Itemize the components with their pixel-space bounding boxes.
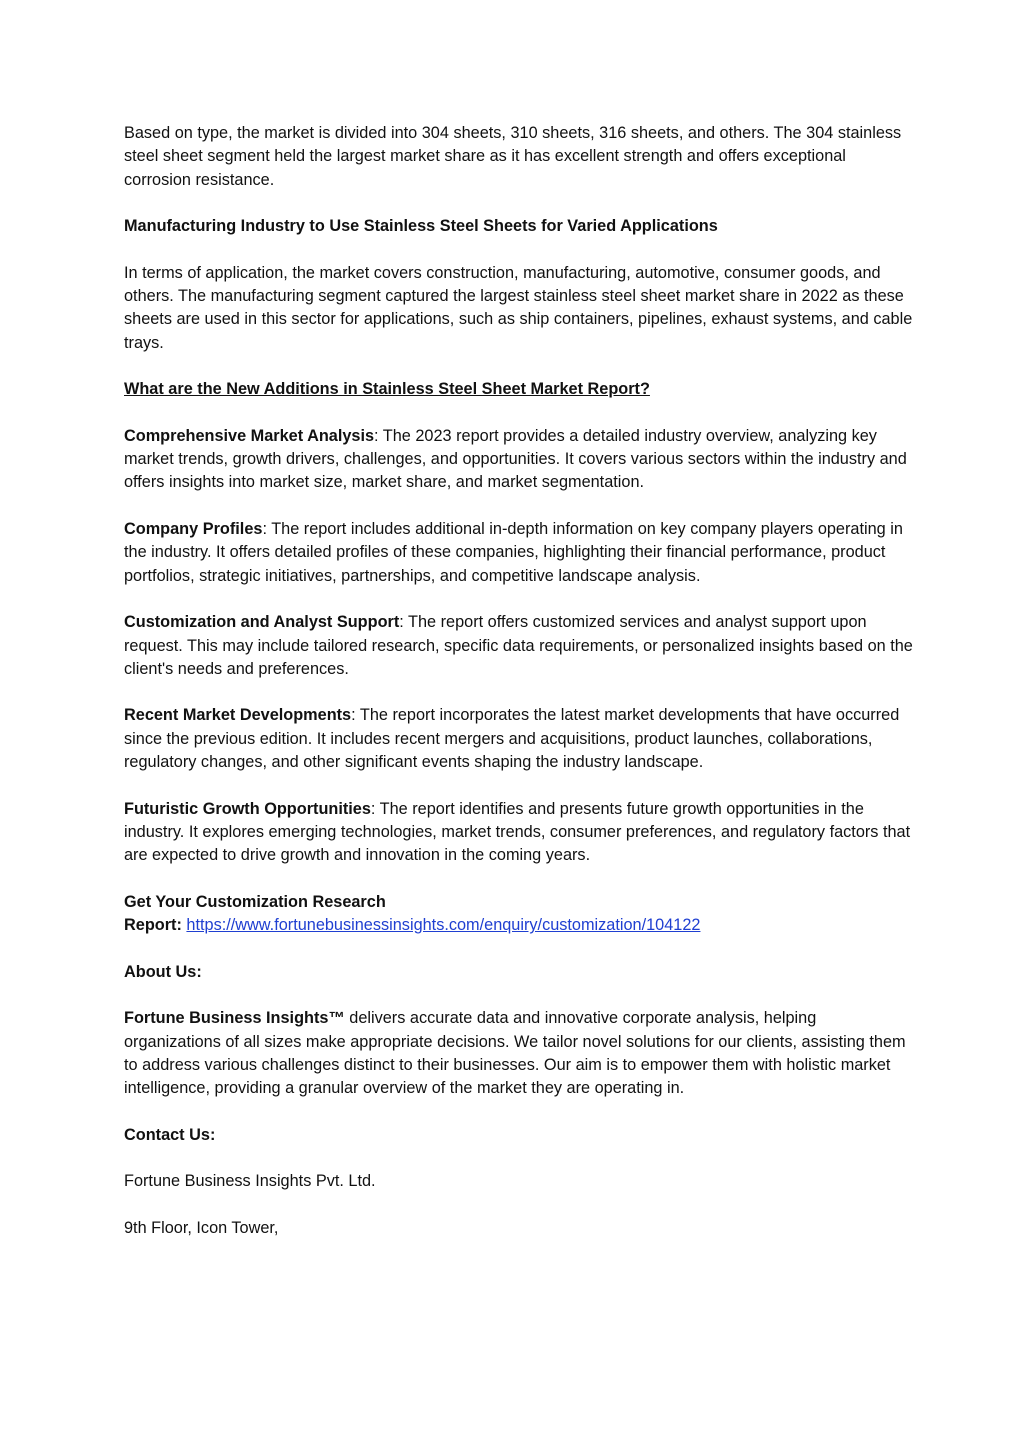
contact-address-line1: 9th Floor, Icon Tower, xyxy=(124,1218,279,1237)
addition-customization-support xyxy=(124,611,914,681)
intro-paragraph: Based on type, the market is divided into 304 sheets, 310 sheets, 316 sheets, and others. The 304 stainless steel sheet segment held the largest market share as it has excellent strength and offers exceptional corrosion resistance. xyxy=(124,124,902,189)
about-heading: About Us: xyxy=(124,962,202,981)
about-text: delivers accurate data and innovative corporate analysis, helping organizations of all sizes make appropriate decisions. We tailor novel solutions for our clients, assisting them to address various challenges distinct to their businesses. Our aim is to empower them with holistic market intelligence, providing a granular overview of the market they are operating in. xyxy=(124,1009,906,1098)
customization-heading: Get Your Customization Research xyxy=(124,892,386,911)
addition-recent-developments xyxy=(124,704,914,774)
brand-name: Fortune Business Insights™ xyxy=(124,1009,345,1028)
heading-new-additions: What are the New Additions in Stainless Steel Sheet Market Report? xyxy=(124,380,650,399)
addition-text: : The 2023 report provides a detailed industry overview, analyzing key market trends, growth drivers, challenges, and opportunities. It covers various sectors within the industry and offers insights into market size, market share, and market segmentation. xyxy=(124,426,907,492)
heading-manufacturing: Manufacturing Industry to Use Stainless Steel Sheets for Varied Applications xyxy=(124,217,718,236)
customization-block xyxy=(124,891,914,938)
addition-title: Comprehensive Market Analysis xyxy=(124,426,375,445)
addition-text: : The report offers customized services and analyst support upon request. This may include tailored research, specific data requirements, or personalized insights based on the client's needs and preferences. xyxy=(124,613,913,678)
addition-text: : The report identifies and presents future growth opportunities in the industry. It explores emerging technologies, market trends, consumer preferences, and regulatory factors that are expected to drive growth and innovation in the coming years. xyxy=(124,799,911,865)
about-paragraph xyxy=(124,1007,914,1100)
addition-title: Customization and Analyst Support xyxy=(124,613,400,632)
addition-title: Futuristic Growth Opportunities xyxy=(124,799,371,818)
addition-title: Recent Market Developments xyxy=(124,706,352,725)
contact-heading: Contact Us: xyxy=(124,1125,216,1144)
addition-company-profiles xyxy=(124,518,914,588)
addition-comprehensive-analysis xyxy=(124,425,914,495)
addition-growth-opportunities xyxy=(124,798,914,868)
application-paragraph: In terms of application, the market covers construction, manufacturing, automotive, consumer goods, and others. The manufacturing segment captured the largest stainless steel sheet market share in 2022 as these sheets are used in this sector for applications, such as ship containers, pipelines, exhaust systems, and cable trays. xyxy=(124,263,913,352)
customization-link[interactable]: https://www.fortunebusinessinsights.com/enquiry/customization/104122 xyxy=(186,916,701,935)
contact-company: Fortune Business Insights Pvt. Ltd. xyxy=(124,1172,376,1191)
addition-title: Company Profiles xyxy=(124,520,263,539)
customization-report-label: Report: xyxy=(124,916,182,935)
addition-text: : The report includes additional in-depth information on key company players operating in the industry. It offers detailed profiles of these companies, highlighting their financial performance, product portfolios, strategic initiatives, partnerships, and competitive landscape analysis. xyxy=(124,520,903,585)
addition-text: : The report incorporates the latest market developments that have occurred since the previous edition. It includes recent mergers and acquisitions, product launches, collaborations, regulatory changes, and other significant events shaping the industry landscape. xyxy=(124,706,900,772)
